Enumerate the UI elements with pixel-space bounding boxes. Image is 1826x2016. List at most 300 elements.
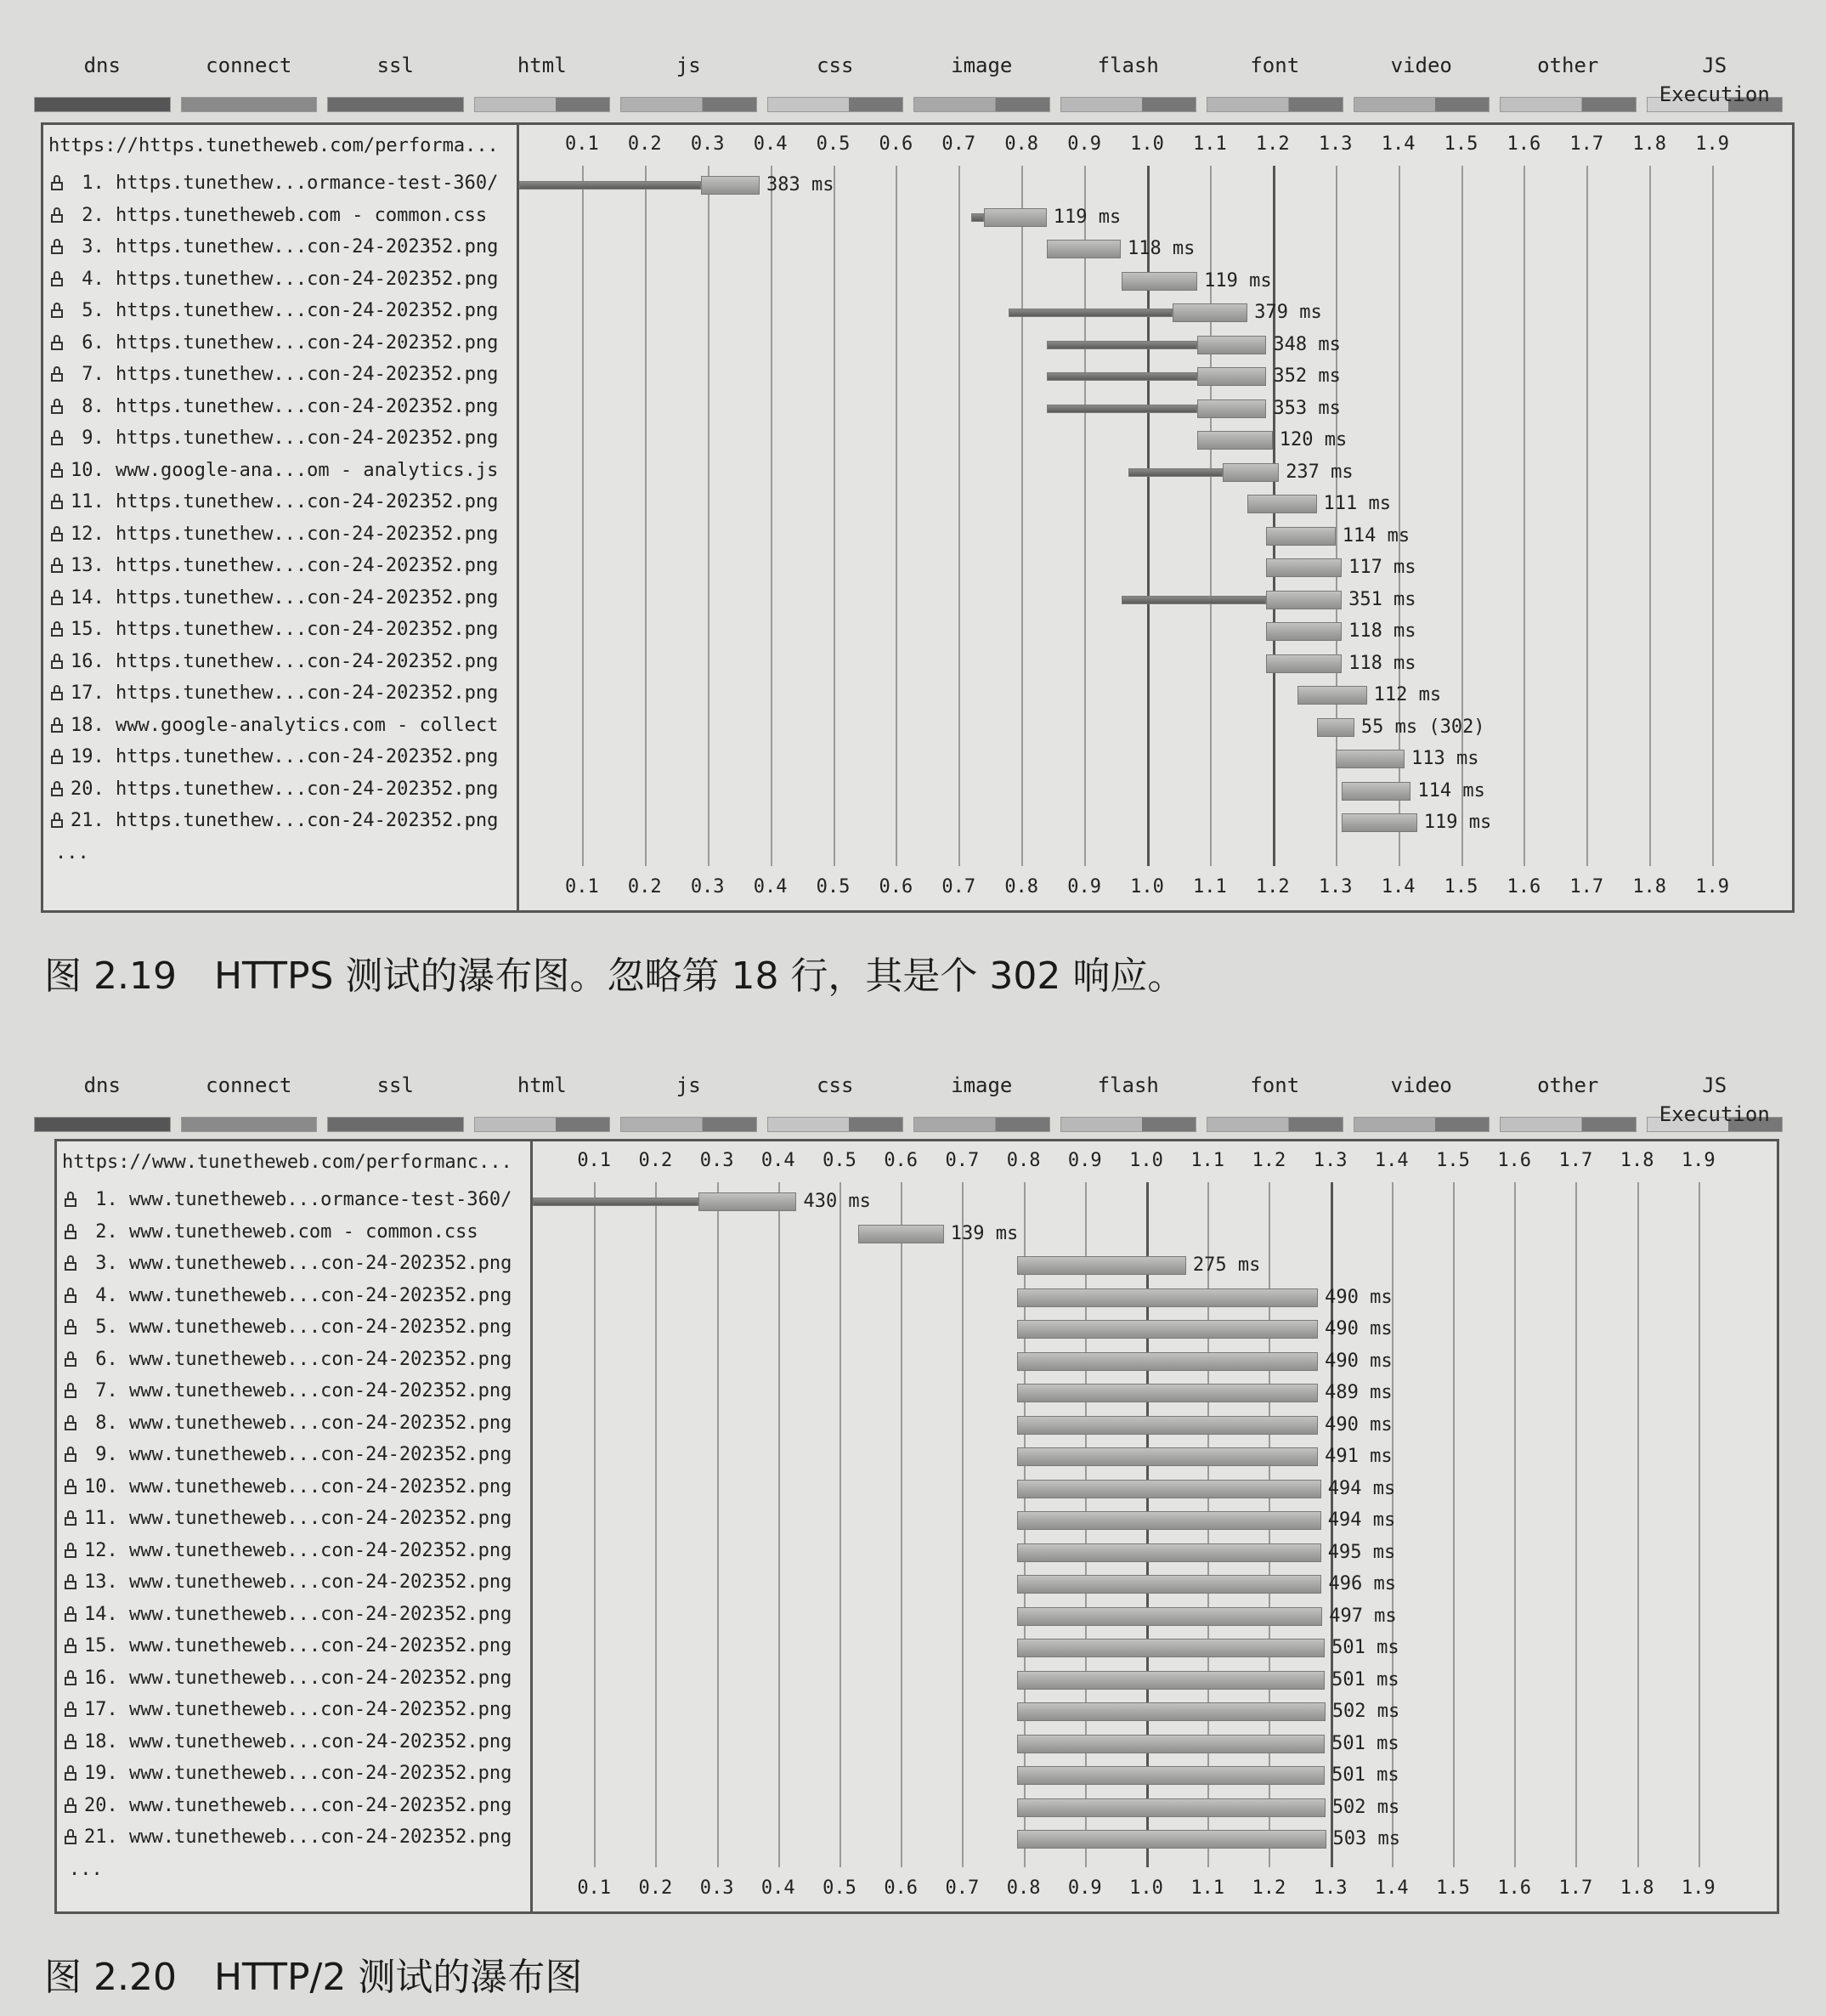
tick-label: 1.0 bbox=[1130, 876, 1164, 898]
tick-label: 1.1 bbox=[1193, 876, 1227, 898]
legend-item-js-execution bbox=[1647, 51, 1784, 112]
request-url: 6. https.tunethew...con-24-202352.png bbox=[71, 331, 499, 354]
tick-label: 1.7 bbox=[1569, 133, 1604, 155]
request-row-label[interactable] bbox=[50, 810, 498, 831]
tick-label: 0.5 bbox=[823, 1150, 856, 1171]
request-url: 7. www.tunetheweb...con-24-202352.png bbox=[84, 1380, 512, 1402]
tick-label: 0.8 bbox=[1006, 1150, 1041, 1171]
request-row-label[interactable] bbox=[50, 715, 498, 736]
tick-label: 1.2 bbox=[1252, 1150, 1286, 1171]
lock-icon bbox=[50, 462, 64, 478]
request-row-label[interactable] bbox=[50, 524, 498, 545]
request-duration-label: 352 ms bbox=[1273, 365, 1341, 387]
gridline bbox=[1575, 1182, 1577, 1867]
legend-swatch bbox=[767, 97, 904, 112]
request-bar bbox=[858, 1225, 944, 1243]
legend-swatch bbox=[181, 97, 318, 112]
request-row-label[interactable] bbox=[50, 651, 498, 672]
legend-item-video bbox=[1354, 1071, 1490, 1132]
lock-icon bbox=[50, 175, 64, 190]
request-duration-label: 119 ms bbox=[1204, 269, 1272, 292]
request-row-label[interactable] bbox=[50, 555, 498, 576]
gridline bbox=[1712, 166, 1714, 866]
request-bar bbox=[1247, 495, 1316, 513]
request-bar bbox=[1017, 1256, 1186, 1275]
request-row-label[interactable] bbox=[50, 332, 498, 354]
lock-icon bbox=[64, 1638, 77, 1653]
lock-icon bbox=[64, 1447, 77, 1462]
tick-label: 0.2 bbox=[638, 1877, 673, 1899]
request-row-label[interactable] bbox=[50, 205, 487, 226]
tick-label: 1.1 bbox=[1190, 1877, 1225, 1899]
legend-label: css bbox=[817, 54, 854, 77]
legend-swatch bbox=[913, 1117, 1050, 1132]
request-bar bbox=[1017, 1352, 1318, 1371]
legend-swatch bbox=[767, 1117, 904, 1132]
tick-label: 1.6 bbox=[1507, 876, 1541, 898]
lock-icon bbox=[64, 1383, 77, 1398]
lock-icon bbox=[50, 590, 64, 605]
tick-label: 0.8 bbox=[1006, 1877, 1041, 1899]
request-url: 1. https.tunethew...ormance-test-360/ bbox=[71, 173, 499, 194]
request-row-label[interactable] bbox=[64, 1189, 512, 1210]
tick-label: 1.3 bbox=[1313, 1877, 1348, 1899]
request-duration-label: 497 ms bbox=[1329, 1605, 1397, 1627]
request-duration-label: 496 ms bbox=[1328, 1573, 1396, 1594]
legend-item-video bbox=[1354, 51, 1490, 112]
gridline bbox=[1637, 1182, 1639, 1867]
legend-label: JS Execution bbox=[1659, 54, 1770, 106]
request-bar bbox=[1017, 1447, 1318, 1466]
request-url: 9. https.tunethew...con-24-202352.png bbox=[71, 428, 499, 449]
legend-item-image bbox=[913, 1071, 1050, 1132]
request-row-label[interactable] bbox=[64, 1444, 512, 1465]
request-url: 3. https.tunethew...con-24-202352.png bbox=[71, 236, 499, 258]
legend-swatch bbox=[327, 97, 464, 112]
legend-swatch bbox=[1207, 97, 1343, 112]
request-row-label[interactable] bbox=[64, 1699, 512, 1720]
request-duration-label: 489 ms bbox=[1325, 1382, 1393, 1403]
gridline bbox=[958, 166, 960, 866]
request-duration-label: 351 ms bbox=[1348, 588, 1416, 610]
request-row-label[interactable] bbox=[64, 1508, 512, 1529]
tick-label: 1.4 bbox=[1374, 1150, 1409, 1171]
tick-label: 1.2 bbox=[1255, 876, 1290, 898]
figure-caption: 图 2.19 HTTPS 测试的瀑布图。忽略第 18 行，其是个 302 响应。 bbox=[44, 954, 1185, 998]
legend-label: font bbox=[1250, 1073, 1300, 1097]
legend-label: connect bbox=[206, 54, 292, 77]
tick-label: 0.9 bbox=[1067, 876, 1101, 898]
tick-label: 0.6 bbox=[884, 1150, 919, 1171]
tick-label: 1.0 bbox=[1130, 133, 1164, 155]
request-row-label[interactable] bbox=[50, 364, 498, 385]
gridline bbox=[771, 166, 772, 866]
request-row-label[interactable] bbox=[64, 1317, 512, 1338]
request-url: 13. https.tunethew...con-24-202352.png bbox=[71, 555, 499, 576]
request-duration-label: 490 ms bbox=[1325, 1350, 1393, 1372]
legend-label: other bbox=[1537, 54, 1599, 77]
lock-icon bbox=[50, 239, 64, 254]
request-bar bbox=[1017, 1766, 1325, 1785]
lock-icon bbox=[50, 399, 64, 414]
legend-swatch bbox=[1060, 97, 1197, 112]
lock-icon bbox=[50, 526, 64, 541]
lock-icon bbox=[50, 271, 64, 286]
lock-icon bbox=[64, 1192, 77, 1207]
request-bar bbox=[1017, 1607, 1322, 1626]
lock-icon bbox=[64, 1351, 77, 1367]
legend-item-ssl bbox=[327, 1071, 464, 1132]
request-row-label[interactable] bbox=[50, 236, 498, 258]
request-bar bbox=[1017, 1543, 1320, 1562]
legend-label: video bbox=[1390, 1073, 1452, 1097]
request-duration-label: 111 ms bbox=[1323, 493, 1391, 514]
request-row-label[interactable] bbox=[64, 1349, 512, 1370]
lock-icon bbox=[50, 430, 64, 445]
request-row-label[interactable] bbox=[64, 1285, 512, 1306]
request-row-label[interactable] bbox=[50, 428, 498, 449]
lock-icon bbox=[50, 621, 64, 637]
request-bar bbox=[1017, 1575, 1321, 1594]
lock-icon bbox=[50, 494, 64, 509]
lock-icon bbox=[64, 1415, 77, 1430]
gridline bbox=[901, 1182, 902, 1867]
request-bar bbox=[701, 176, 760, 195]
request-duration-label: 348 ms bbox=[1273, 333, 1341, 355]
request-bar-wait bbox=[1047, 372, 1197, 381]
request-row-label[interactable] bbox=[50, 300, 498, 321]
request-url: 17. https.tunethew...con-24-202352.png bbox=[71, 682, 499, 704]
request-url: 18. www.google-analytics.com - collect bbox=[71, 714, 499, 736]
legend-item-js bbox=[620, 1071, 757, 1132]
request-bar-wait bbox=[1128, 468, 1223, 477]
request-url: 5. https.tunethew...con-24-202352.png bbox=[71, 300, 499, 321]
legend-label: dns bbox=[83, 1073, 121, 1097]
lock-icon bbox=[64, 1479, 77, 1494]
request-bar-wait bbox=[1009, 309, 1172, 317]
waterfall-chart bbox=[41, 122, 1795, 913]
request-url: 2. https.tunetheweb.com - common.css bbox=[71, 204, 488, 226]
request-url: 18. www.tunetheweb...con-24-202352.png bbox=[84, 1730, 512, 1753]
more-rows-ellipsis: ... bbox=[55, 841, 89, 864]
lock-icon bbox=[50, 781, 64, 796]
tick-label: 1.9 bbox=[1681, 1150, 1716, 1171]
request-row-label[interactable] bbox=[64, 1571, 512, 1593]
lock-icon bbox=[64, 1255, 77, 1271]
request-row-label[interactable] bbox=[64, 1540, 512, 1561]
lock-icon bbox=[64, 1288, 77, 1303]
request-bar bbox=[698, 1192, 797, 1211]
request-row-label[interactable] bbox=[64, 1380, 512, 1402]
tick-label: 1.6 bbox=[1497, 1150, 1532, 1171]
legend-swatch bbox=[620, 1117, 757, 1132]
tick-label: 1.9 bbox=[1695, 133, 1729, 155]
tick-label: 0.8 bbox=[1004, 876, 1039, 898]
lock-icon bbox=[64, 1734, 77, 1749]
gridline bbox=[582, 166, 584, 866]
tick-label: 0.9 bbox=[1067, 1150, 1102, 1171]
tick-label: 0.1 bbox=[565, 133, 599, 155]
lock-icon bbox=[50, 207, 64, 223]
legend-item-dns bbox=[34, 51, 171, 112]
tick-label: 1.2 bbox=[1252, 1877, 1286, 1899]
gridline bbox=[1453, 1182, 1455, 1867]
tick-label: 0.5 bbox=[823, 1877, 856, 1899]
tick-label: 1.6 bbox=[1497, 1877, 1532, 1899]
request-url: 14. www.tunetheweb...con-24-202352.png bbox=[84, 1603, 512, 1625]
legend-swatch bbox=[181, 1117, 318, 1132]
request-row-label[interactable] bbox=[50, 460, 498, 481]
request-url: 21. www.tunetheweb...con-24-202352.png bbox=[84, 1826, 512, 1848]
tick-label: 1.4 bbox=[1381, 133, 1416, 155]
request-url: 21. https.tunethew...con-24-202352.png bbox=[71, 810, 499, 831]
tick-label: 1.1 bbox=[1193, 133, 1227, 155]
request-row-label[interactable] bbox=[50, 269, 498, 290]
request-url: 2. www.tunetheweb.com - common.css bbox=[84, 1220, 478, 1243]
tick-label: 1.6 bbox=[1507, 133, 1541, 155]
request-bar bbox=[1017, 1830, 1326, 1849]
tick-label: 0.7 bbox=[945, 1877, 980, 1899]
request-url: 8. https.tunethew...con-24-202352.png bbox=[71, 395, 499, 417]
tick-label: 1.4 bbox=[1374, 1877, 1409, 1899]
tick-label: 0.2 bbox=[627, 133, 662, 155]
request-bar bbox=[1017, 1511, 1320, 1530]
request-url: 5. www.tunetheweb...con-24-202352.png bbox=[84, 1317, 512, 1338]
request-url: 16. www.tunetheweb...con-24-202352.png bbox=[84, 1667, 512, 1689]
request-bar bbox=[1017, 1416, 1318, 1435]
more-rows-ellipsis: ... bbox=[69, 1858, 103, 1880]
gridline bbox=[1524, 166, 1525, 866]
request-url: 12. https.tunethew...con-24-202352.png bbox=[71, 523, 499, 545]
lock-icon bbox=[50, 813, 64, 828]
legend-label: font bbox=[1250, 54, 1300, 77]
legend-swatch bbox=[1500, 1117, 1637, 1132]
tick-label: 1.8 bbox=[1632, 876, 1667, 898]
legend-label: html bbox=[517, 54, 567, 77]
tick-label: 1.9 bbox=[1681, 1877, 1716, 1899]
tick-label: 0.5 bbox=[816, 876, 851, 898]
tick-label: 0.6 bbox=[879, 133, 913, 155]
tick-label: 1.1 bbox=[1190, 1150, 1225, 1171]
request-bar-wait bbox=[1047, 405, 1197, 413]
tick-label: 0.2 bbox=[638, 1150, 673, 1171]
request-row-label[interactable] bbox=[50, 746, 498, 767]
legend-item-flash bbox=[1060, 1071, 1197, 1132]
request-url: 3. www.tunetheweb...con-24-202352.png bbox=[84, 1253, 512, 1274]
legend-item-css bbox=[767, 51, 904, 112]
tick-label: 1.5 bbox=[1436, 1877, 1470, 1899]
request-bar bbox=[1266, 654, 1342, 673]
request-bar bbox=[1197, 431, 1273, 450]
tick-label: 1.3 bbox=[1313, 1150, 1348, 1171]
request-url: 11. www.tunetheweb...con-24-202352.png bbox=[84, 1508, 512, 1529]
gridline bbox=[834, 166, 835, 866]
request-row-label[interactable] bbox=[64, 1635, 512, 1656]
request-duration-label: 114 ms bbox=[1417, 779, 1485, 801]
request-row-label[interactable] bbox=[64, 1731, 512, 1753]
legend-item-js bbox=[620, 51, 757, 112]
tick-label: 0.7 bbox=[941, 133, 976, 155]
tick-label: 0.3 bbox=[690, 876, 725, 898]
legend-swatch bbox=[34, 97, 171, 112]
request-bar-wait bbox=[1122, 596, 1266, 604]
legend-label: image bbox=[951, 54, 1013, 77]
tick-label: 0.9 bbox=[1067, 133, 1101, 155]
legend-label: video bbox=[1390, 54, 1452, 77]
request-bar bbox=[1342, 782, 1410, 801]
request-row-label[interactable] bbox=[64, 1763, 512, 1784]
lock-icon bbox=[64, 1606, 77, 1622]
legend-item-ssl bbox=[327, 51, 464, 112]
request-duration-label: 117 ms bbox=[1348, 557, 1416, 578]
lock-icon bbox=[64, 1510, 77, 1526]
lock-icon bbox=[50, 654, 64, 669]
lock-icon bbox=[64, 1765, 77, 1781]
request-row-label[interactable] bbox=[50, 619, 498, 640]
request-row-label[interactable] bbox=[50, 779, 498, 800]
request-url: 4. https.tunethew...con-24-202352.png bbox=[71, 268, 499, 290]
request-duration-label: 495 ms bbox=[1327, 1541, 1396, 1563]
legend-label: js bbox=[676, 1073, 701, 1097]
request-duration-label: 139 ms bbox=[950, 1222, 1019, 1244]
lock-icon bbox=[64, 1829, 77, 1844]
request-duration-label: 119 ms bbox=[1423, 812, 1492, 833]
legend-item-font bbox=[1207, 51, 1343, 112]
lock-icon bbox=[64, 1574, 77, 1589]
request-bar bbox=[1047, 240, 1121, 258]
tick-label: 1.5 bbox=[1436, 1150, 1470, 1171]
lock-icon bbox=[64, 1670, 77, 1685]
request-bar bbox=[1223, 463, 1280, 482]
legend-label: ssl bbox=[376, 1073, 414, 1097]
request-url: 1. www.tunetheweb...ormance-test-360/ bbox=[84, 1189, 512, 1210]
request-url: 10. www.tunetheweb...con-24-202352.png bbox=[84, 1475, 512, 1498]
request-duration-label: 118 ms bbox=[1348, 620, 1416, 642]
legend-item-dns bbox=[34, 1071, 171, 1132]
request-row-label[interactable] bbox=[64, 1795, 512, 1816]
request-bar bbox=[1266, 622, 1342, 641]
request-bar-wait bbox=[533, 1198, 698, 1206]
request-row-label[interactable] bbox=[50, 396, 498, 417]
gridline bbox=[1084, 166, 1086, 866]
gridline bbox=[1586, 166, 1588, 866]
legend-label: css bbox=[817, 1073, 854, 1097]
request-bar bbox=[1336, 750, 1405, 768]
gridline bbox=[717, 1182, 719, 1867]
tick-label: 0.1 bbox=[577, 1150, 612, 1171]
tick-label: 1.4 bbox=[1381, 876, 1416, 898]
request-bar bbox=[1317, 718, 1354, 737]
request-url: 20. https.tunethew...con-24-202352.png bbox=[71, 778, 499, 800]
page-url-header: https://https.tunetheweb.com/performa... bbox=[48, 135, 499, 156]
lock-icon bbox=[50, 303, 64, 318]
request-row-label[interactable] bbox=[64, 1413, 512, 1434]
legend-swatch bbox=[620, 97, 757, 112]
legend-label: ssl bbox=[376, 54, 414, 77]
request-row-label[interactable] bbox=[64, 1476, 512, 1498]
request-url: 13. www.tunetheweb...con-24-202352.png bbox=[84, 1571, 512, 1593]
request-row-label[interactable] bbox=[50, 491, 498, 512]
request-duration-label: 55 ms (302) bbox=[1360, 716, 1485, 738]
tick-label: 1.0 bbox=[1129, 1150, 1163, 1171]
request-bar bbox=[1266, 527, 1335, 546]
legend-item-image bbox=[913, 51, 1050, 112]
tick-label: 1.8 bbox=[1620, 1150, 1654, 1171]
legend-item-connect bbox=[181, 1071, 318, 1132]
request-bar bbox=[1017, 1639, 1325, 1657]
request-bar bbox=[1266, 558, 1342, 577]
request-bar bbox=[1017, 1735, 1325, 1753]
request-bar bbox=[1017, 1384, 1318, 1402]
legend-label: html bbox=[517, 1073, 567, 1097]
gridline bbox=[655, 1182, 657, 1867]
waterfall-figure-http2 bbox=[0, 1054, 1826, 1921]
request-row-label[interactable] bbox=[50, 173, 498, 194]
lock-icon bbox=[50, 366, 64, 382]
request-row-label[interactable] bbox=[64, 1668, 512, 1689]
request-duration-label: 503 ms bbox=[1332, 1828, 1401, 1849]
gridline bbox=[1699, 1182, 1700, 1867]
request-row-label[interactable] bbox=[64, 1826, 512, 1848]
tick-label: 1.9 bbox=[1695, 876, 1729, 898]
page-url-header: https://www.tunetheweb.com/performanc... bbox=[62, 1152, 512, 1173]
legend-item-connect bbox=[181, 51, 318, 112]
tick-label: 1.3 bbox=[1318, 876, 1353, 898]
request-row-label[interactable] bbox=[64, 1604, 512, 1625]
tick-label: 0.6 bbox=[884, 1877, 919, 1899]
legend-label: dns bbox=[83, 54, 121, 77]
request-duration-label: 118 ms bbox=[1348, 652, 1416, 674]
tick-label: 0.2 bbox=[627, 876, 662, 898]
lock-icon bbox=[64, 1543, 77, 1558]
legend-swatch bbox=[474, 1117, 611, 1132]
request-bar bbox=[1017, 1320, 1318, 1339]
request-bar-wait bbox=[1047, 341, 1197, 349]
tick-label: 0.1 bbox=[577, 1877, 612, 1899]
legend-label: JS Execution bbox=[1659, 1073, 1770, 1126]
tick-label: 0.7 bbox=[945, 1150, 980, 1171]
legend-swatch bbox=[1500, 97, 1637, 112]
figure-caption: 图 2.20 HTTP/2 测试的瀑布图 bbox=[44, 1956, 583, 1999]
tick-label: 0.5 bbox=[816, 133, 851, 155]
tick-label: 1.0 bbox=[1129, 1877, 1163, 1899]
lock-icon bbox=[64, 1224, 77, 1239]
request-url: 4. www.tunetheweb...con-24-202352.png bbox=[84, 1284, 512, 1306]
tick-label: 1.7 bbox=[1558, 1877, 1593, 1899]
gridline bbox=[1514, 1182, 1516, 1867]
request-duration-label: 501 ms bbox=[1331, 1732, 1399, 1754]
request-duration-label: 120 ms bbox=[1279, 429, 1348, 450]
tick-label: 0.7 bbox=[941, 876, 976, 898]
gridline bbox=[840, 1182, 841, 1867]
request-url: 10. www.google-ana...om - analytics.js bbox=[71, 459, 499, 481]
legend-label: image bbox=[951, 1073, 1013, 1097]
tick-label: 1.7 bbox=[1558, 1150, 1593, 1171]
request-row-label[interactable] bbox=[50, 587, 498, 609]
legend-label: js bbox=[676, 54, 701, 77]
request-bar bbox=[1122, 272, 1197, 291]
tick-label: 0.4 bbox=[753, 876, 788, 898]
request-bar bbox=[1297, 686, 1366, 705]
request-row-label[interactable] bbox=[50, 682, 498, 704]
request-row-label[interactable] bbox=[64, 1221, 478, 1243]
request-row-label[interactable] bbox=[64, 1253, 512, 1274]
request-duration-label: 112 ms bbox=[1373, 684, 1442, 705]
tick-label: 0.3 bbox=[699, 1150, 734, 1171]
request-duration-label: 118 ms bbox=[1127, 238, 1196, 259]
request-bar bbox=[1173, 303, 1248, 322]
tick-label: 0.4 bbox=[753, 133, 788, 155]
